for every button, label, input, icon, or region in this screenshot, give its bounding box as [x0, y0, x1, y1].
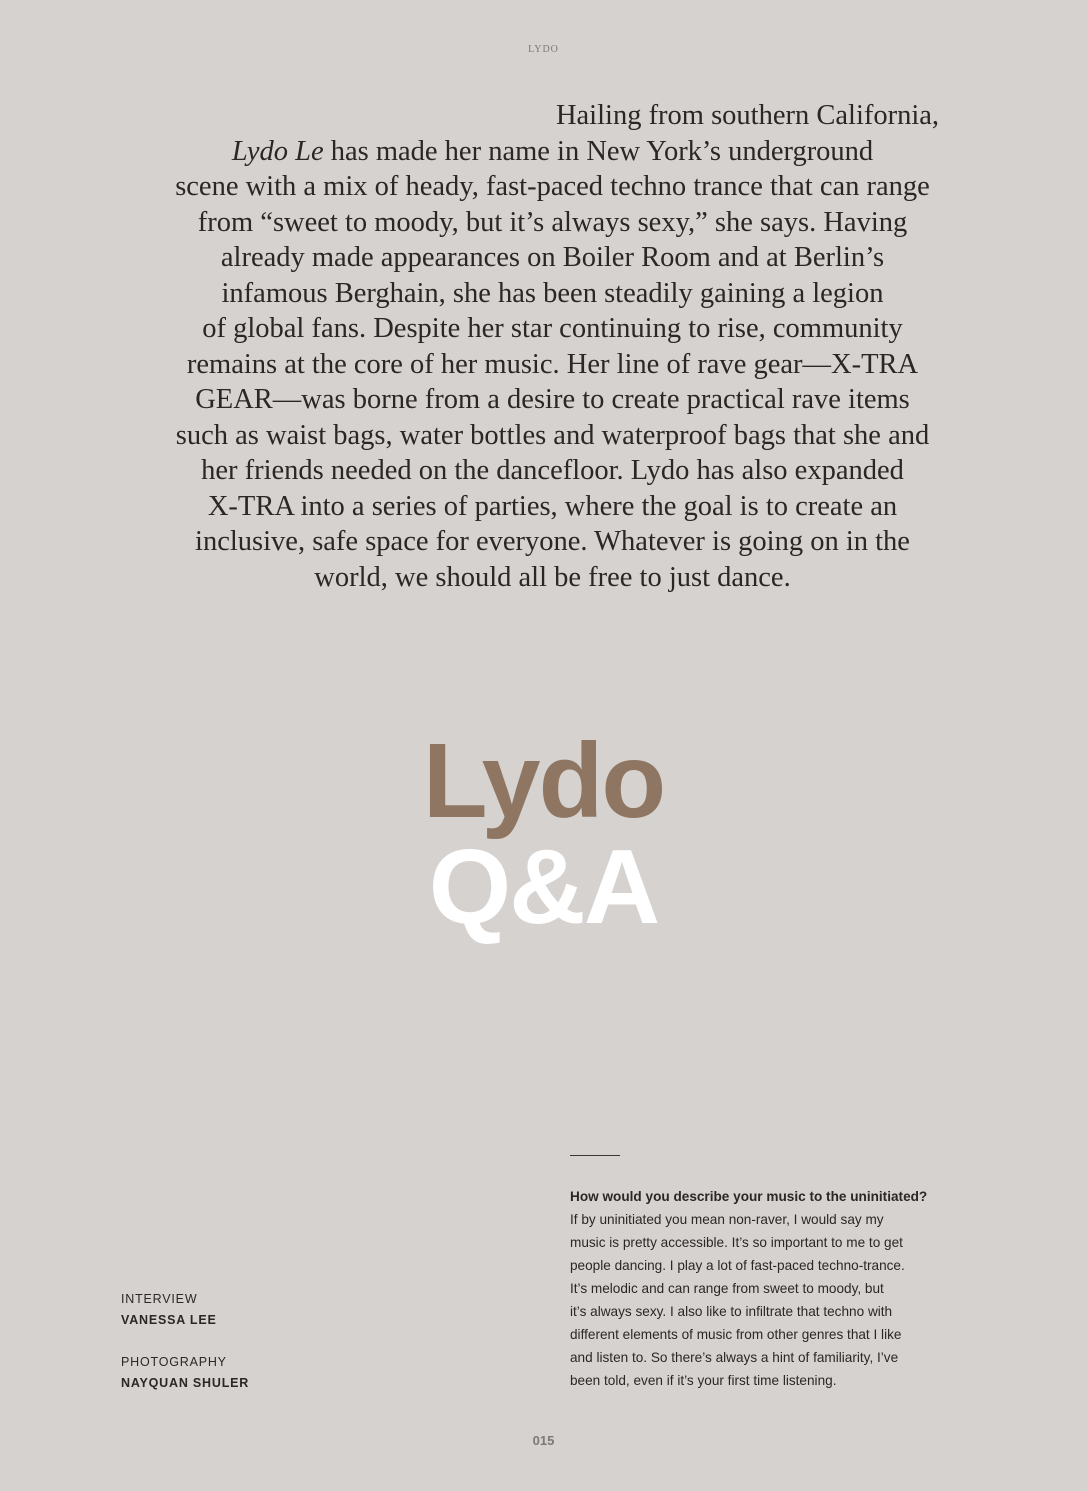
running-head: LYDO [528, 44, 559, 55]
title-line-1: Lydo [422, 722, 665, 840]
intro-line: such as waist bags, water bottles and waterproof bags that she and [175, 419, 930, 451]
page-title [0, 722, 1087, 946]
page-number: 015 [532, 1433, 555, 1448]
intro-line: GEAR—was borne from a desire to create practical rave items [195, 384, 910, 415]
divider [570, 1155, 620, 1156]
answer-line: and listen to. So there’s always a hint of familiarity, I’ve [570, 1350, 899, 1365]
photography-label: PHOTOGRAPHY [121, 1355, 227, 1369]
intro-line: of global fans. Despite her star continuing to rise, community [202, 313, 903, 344]
credits [121, 1289, 249, 1394]
intro-line: world, we should all be free to just dance. [314, 561, 791, 593]
answer-line: music is pretty accessible. It’s so important to me to get [570, 1235, 903, 1250]
interview-label: INTERVIEW [121, 1292, 198, 1306]
intro-line: scene with a mix of heady, fast-paced techno trance that can range [175, 171, 930, 202]
spacer [121, 1331, 249, 1352]
intro-line [120, 134, 985, 170]
intro-paragraph [120, 98, 985, 595]
intro-line: X-TRA into a series of parties, where the goal is to create an [207, 490, 898, 522]
interview-name: VANESSA LEE [121, 1313, 217, 1327]
intro-line: Hailing from southern California, [555, 100, 940, 131]
intro-line: infamous Berghain, she has been steadily gaining a legion [221, 277, 884, 309]
artist-name: Lydo Le [231, 135, 324, 167]
intro-line: her friends needed on the dancefloor. Lydo has also expanded [201, 455, 904, 486]
intro-line: inclusive, safe space for everyone. Whatever is going on in the [195, 526, 910, 557]
intro-line: from “sweet to moody, but it’s always sexy,” she says. Having [197, 206, 908, 238]
answer-line: If by uninitiated you mean non-raver, I would say my [570, 1212, 884, 1227]
answer-line: people dancing. I play a lot of fast-paced techno-trance. [570, 1258, 905, 1273]
intro-line: remains at the core of her music. Her line of rave gear—X-TRA [186, 348, 919, 380]
title-line-2: Q&A [428, 828, 659, 946]
intro-line-text: has made her name in New York’s underground [330, 135, 874, 167]
qa-block [570, 1185, 980, 1392]
answer-line: been told, even if it’s your first time listening. [570, 1373, 837, 1388]
question: How would you describe your music to the uninitiated? [570, 1189, 928, 1204]
answer-line: it’s always sexy. I also like to infiltrate that techno with [570, 1304, 893, 1319]
answer-line: It’s melodic and can range from sweet to moody, but [570, 1281, 884, 1296]
answer-line: different elements of music from other genres that I like [570, 1327, 902, 1342]
intro-line: already made appearances on Boiler Room and at Berlin’s [220, 242, 885, 273]
photography-name: NAYQUAN SHULER [121, 1376, 250, 1390]
